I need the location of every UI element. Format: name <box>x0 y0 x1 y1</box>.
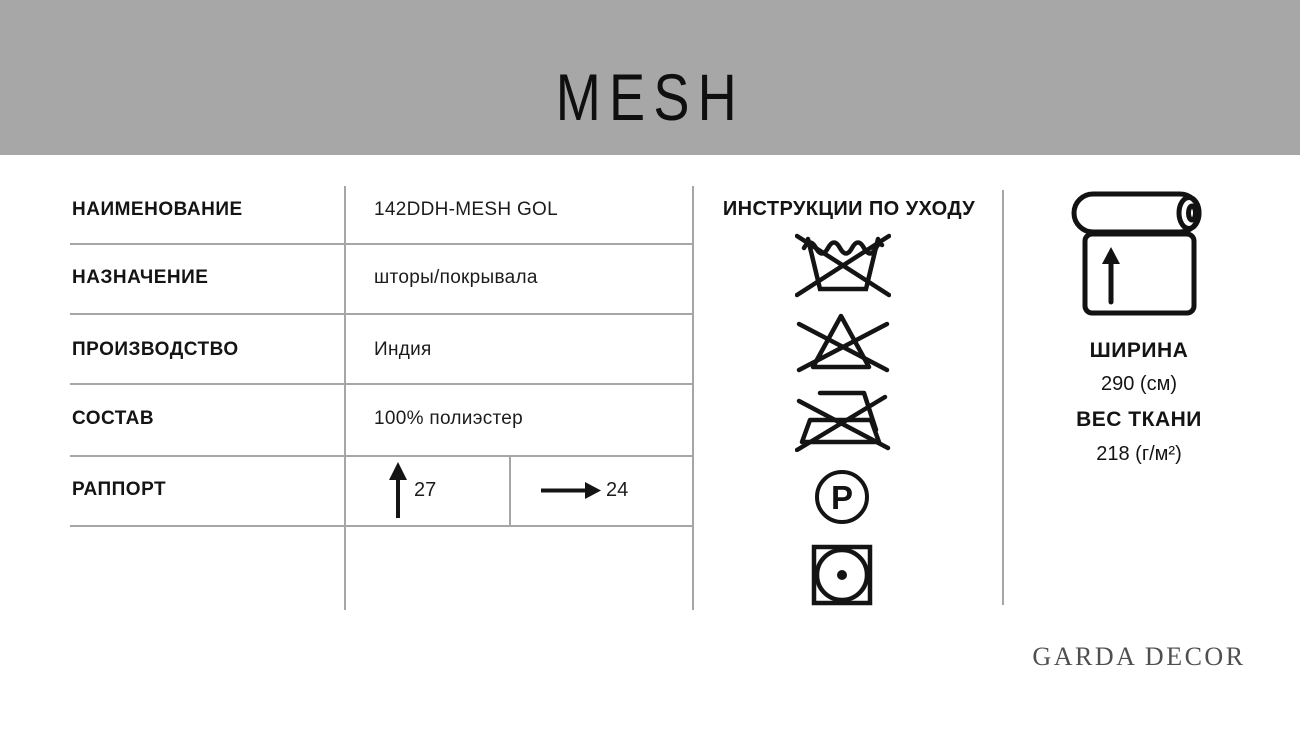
weight-label: ВЕС ТКАНИ <box>1076 408 1202 431</box>
width-label: ШИРИНА <box>1089 339 1189 362</box>
row-label-production: ПРОИЗВОДСТВО <box>72 339 239 360</box>
width-value: 290 (см) <box>1101 373 1177 395</box>
do-not-iron-icon <box>795 382 891 452</box>
row-divider <box>70 313 693 315</box>
table-right-divider <box>692 186 694 610</box>
fabric-roll-icon <box>1057 187 1207 317</box>
value-composition: 100% полиэстер <box>374 408 524 429</box>
dry-clean-p-icon <box>814 469 870 525</box>
care-instructions-title: ИНСТРУКЦИИ ПО УХОДУ <box>722 198 976 220</box>
do-not-wash-icon <box>795 233 891 299</box>
value-purpose: шторы/покрывала <box>374 267 538 288</box>
arrow-right-icon <box>540 480 602 501</box>
brand-logo: GARDA DECOR <box>1032 642 1246 671</box>
row-divider <box>70 383 693 385</box>
value-production: Индия <box>374 339 432 360</box>
weight-value: 218 (г/м²) <box>1096 443 1182 465</box>
page-title: MESH <box>555 59 745 134</box>
rapport-horizontal-value: 24 <box>606 479 629 501</box>
row-divider <box>70 455 693 457</box>
header-band <box>0 0 1300 155</box>
rapport-cell-divider <box>509 455 511 525</box>
column-divider <box>344 186 346 610</box>
rapport-vertical-value: 27 <box>414 479 437 501</box>
row-divider <box>70 525 693 527</box>
row-label-name: НАИМЕНОВАНИЕ <box>72 199 243 220</box>
do-not-bleach-icon <box>795 311 891 373</box>
arrow-up-icon <box>387 461 409 519</box>
tumble-dry-icon <box>811 544 873 606</box>
value-name: 142DDH-MESH GOL <box>374 199 558 220</box>
row-label-composition: СОСТАВ <box>72 408 155 429</box>
row-label-rapport: РАППОРТ <box>72 479 167 500</box>
care-right-divider <box>1002 190 1004 605</box>
row-label-purpose: НАЗНАЧЕНИЕ <box>72 267 209 288</box>
row-divider <box>70 243 693 245</box>
dry-clean-letter: P <box>830 479 854 516</box>
grain-direction-arrow <box>1102 247 1120 264</box>
